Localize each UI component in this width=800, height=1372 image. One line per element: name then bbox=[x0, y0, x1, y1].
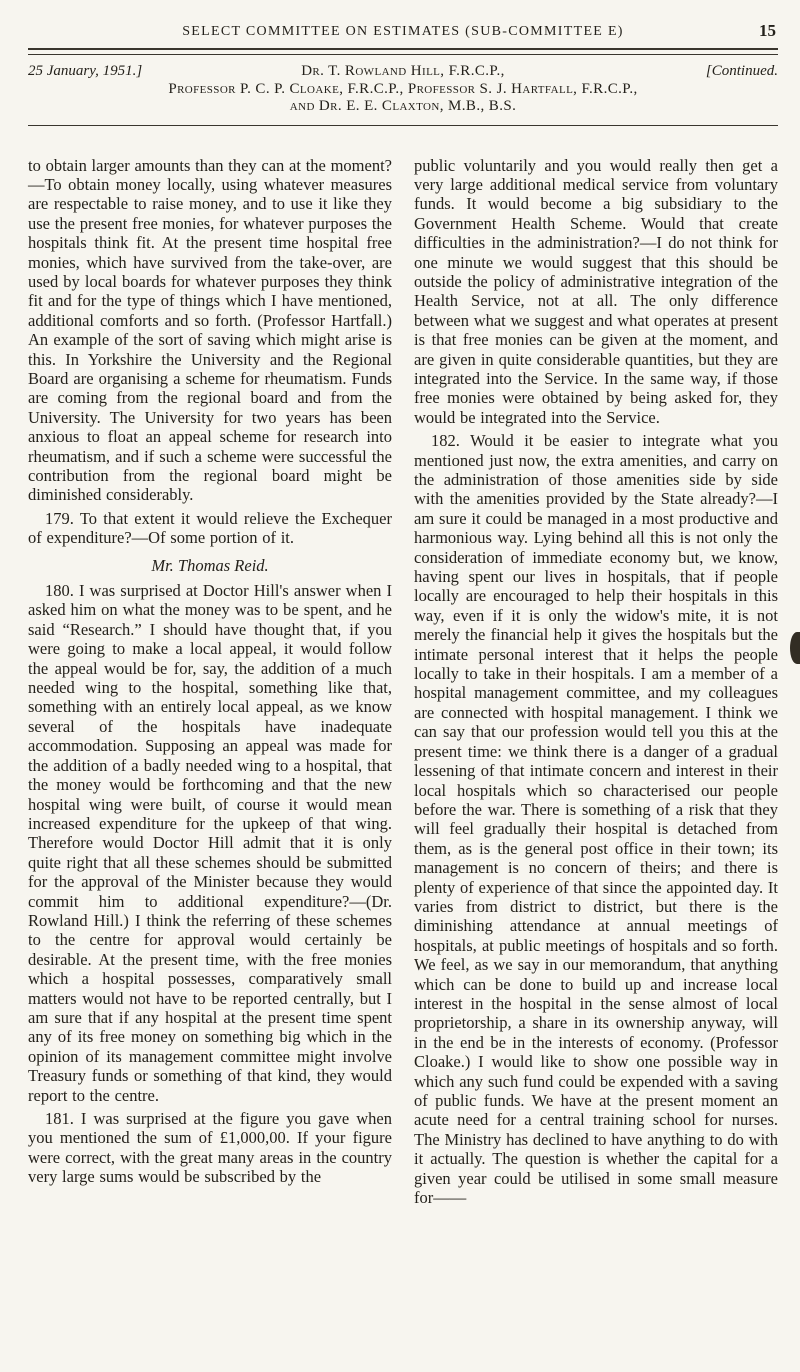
session-date: 25 January, 1951.] bbox=[28, 63, 143, 79]
paragraph-continuation: to obtain larger amounts than they can at the moment?—To obtain money locally, using whatever measures are respectable to raise money, and to use it like they use the present free monies, for whatever purposes the hospitals think fit. At the present time hospital free monies, which have survived from the take-over, are used by local boards for whatever purposes they think fit and for the type of things which I have mentioned, additional comforts and so forth. (Professor Hartfall.) An example of the sort of saving which might arise is this. In Yorkshire the University and the Regional Board are organising a scheme for rheumatism. Funds are coming from the regional board and from the University. The University for two years has been anxious to float an appeal scheme for research into rheumatism, and if such a scheme were successful the contribution from the regional board might be diminished considerably. bbox=[28, 155, 392, 505]
paragraph-179: 179. To that extent it would relieve the Exchequer of expenditure?—Of some portion of it. bbox=[28, 508, 392, 548]
witness-line-1: Dr. T. Rowland Hill, F.R.C.P., bbox=[301, 63, 505, 79]
paragraph-181: 181. I was surprised at the figure you gave when you mentioned the sum of £1,000,00. If your figure were correct, with the great many areas in the country very large sums would be subscribed by the bbox=[28, 1109, 392, 1187]
session-header bbox=[28, 63, 778, 116]
continued-note: [Continued. bbox=[705, 63, 778, 79]
double-rule bbox=[28, 48, 778, 55]
right-column bbox=[414, 156, 778, 1212]
page-header bbox=[28, 20, 778, 44]
witness-line-3: and Dr. E. E. Claxton, M.B., B.S. bbox=[289, 98, 517, 114]
scan-blemish bbox=[790, 632, 800, 664]
paragraph-180: 180. I was surprised at Doctor Hill's answer when I asked him on what the money was to be spent, and he said “Research.” I should have thought that, if you were going to make a local appeal, it would follow the appeal would be for, say, the addition of a much needed wing to the hospital, something like that, something with an entirely local appeal, as we know several of the hospitals have inadequate accommodation. Supposing an appeal was made for the addition of a badly needed wing to a hospital, that the money would be forthcoming and that the new hospital wing were built, of course it would mean increased expenditure for the upkeep of that wing. Therefore would Doctor Hill admit that it is only quite right that all these schemes should be submitted for the approval of the Minister because they would commit him to additional expenditure?—(Dr. Rowland Hill.) I think the referring of these schemes to the centre for approval would certainly be desirable. At the present time, with the free monies which a hospital possesses, comparatively small matters would not have to be reported centrally, but I am sure that if any hospital at the present time spent any of its free money on something big which in the opinion of its management committee might involve Treasury funds or something of that kind, they would report to the centre. bbox=[28, 581, 392, 1105]
paragraph-181-continuation: public voluntarily and you would really then get a very large additional medical service from voluntary funds. It would become a big subsidiary to the Government Health Scheme. Would that create difficulties in the administration?—I do not think for one minute we would suggest that this should be outside the policy of administrative integration of the Health Service, not at all. The only difference between what we suggest and what operates at present is that free monies can be given at the moment, and are given in quite considerable quantities, but they are integrated into the Service. In the same way, if those free monies were obtained by being asked for, they would be integrated into the Service. bbox=[414, 155, 779, 427]
text-columns bbox=[28, 156, 778, 1212]
page-number: 15 bbox=[759, 21, 776, 40]
speaker-heading: Mr. Thomas Reid. bbox=[151, 555, 269, 575]
witness-line-2: Professor P. C. P. Cloake, F.R.C.P., Professor S. J. Hartfall, F.R.C.P., bbox=[168, 80, 638, 97]
left-column bbox=[28, 156, 392, 1212]
single-rule bbox=[28, 125, 778, 126]
paragraph-182: 182. Would it be easier to integrate what you mentioned just now, the extra amenities, and carry on the administration of those amenities side by side with the amenities provided by the State already?—I am sure it could be managed in a most productive and harmonious way. Lying behind all this is not only the consideration of immediate economy but, we know, having spent our lives in hospitals, that if people locally are encouraged to help their hospitals in this way, even if it is only the widow's mite, it is not merely the financial help it gives the hospitals but the intimate personal interest that it helps the people locally to take in their hospitals. I am a member of a hospital management committee, and my colleagues are connected with hospital management. I think we can say that our profession would tell you this at the present time: we think there is a danger of a gradual lessening of that intimate concern and interest in their local hospitals which so characterised our people before the war. There is something of a risk that they will feel gradually their hospital is detached from them, as is the general post office in their town; its management is no concern of theirs; and there is plenty of experience of that since the appointed day. It varies from district to district, but there is the diminishing attendance at annual meetings of hospitals, at public meetings of hospitals and so forth. We feel, as we say in our memorandum, that anything which can be done to build up and increase local interest in the hospital in the sense almost of local proprietorship, a share in its ownership anyway, will in the end be in the interests of economy. (Professor Cloake.) I would like to show one possible way in which any such fund could be expended with a saving of public funds. We have at the present moment an acute need for a central training school for nurses. The Ministry has declined to have anything to do with it actually. The question is whether the capital for a given year could be utilised in some small measure for—— bbox=[414, 431, 778, 1208]
running-title: SELECT COMMITTEE ON ESTIMATES (SUB-COMMITTEE E) bbox=[182, 24, 624, 39]
